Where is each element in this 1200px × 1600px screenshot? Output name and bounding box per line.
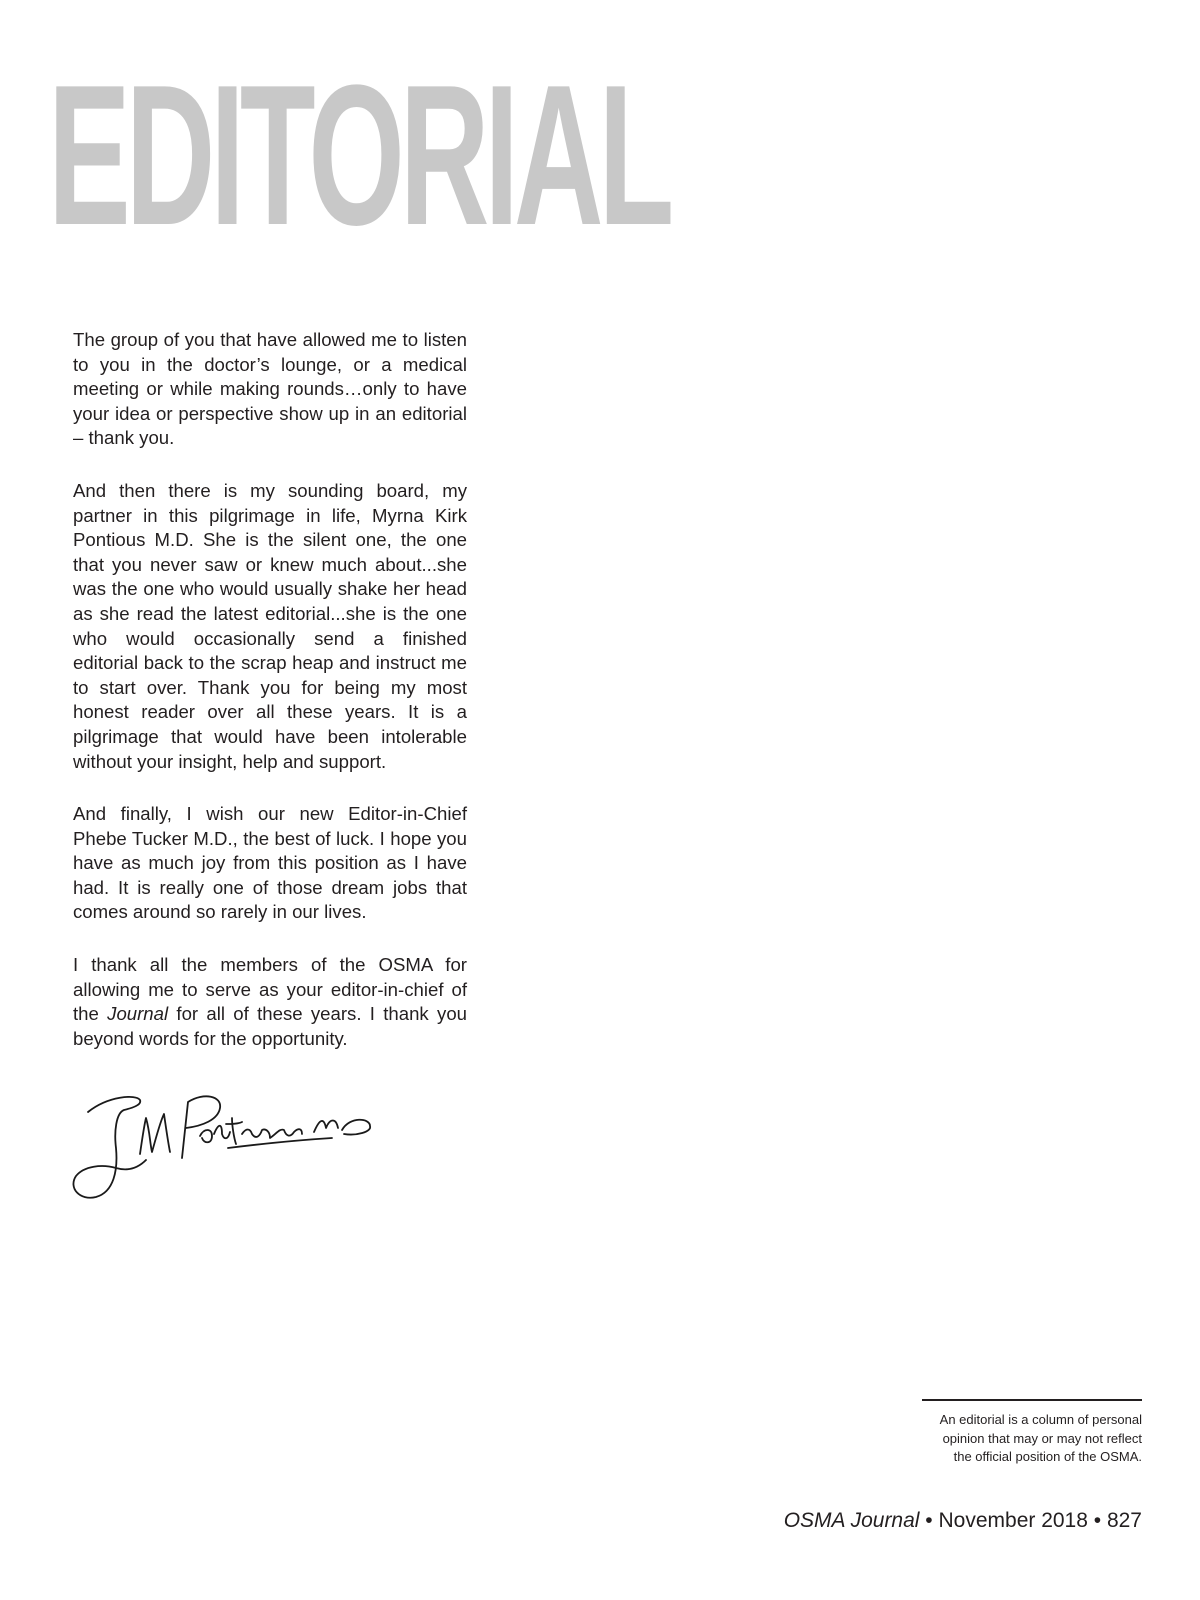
disclaimer-line: the official position of the OSMA.	[953, 1449, 1142, 1464]
closing-text-start: I thank all the members of the OSMA for allowing me to serve as your editor-in-chief of the	[73, 954, 467, 1025]
editorial-body	[73, 328, 467, 1051]
footer-separator: •	[919, 1509, 939, 1532]
closing-paragraph	[73, 953, 467, 1051]
body-paragraph: And finally, I wish our new Editor-in-Chief Phebe Tucker M.D., the best of luck. I hope you have as much joy from this position as I have had. It is really one of those dream jobs that comes around so rarely in our lives.	[73, 803, 467, 923]
signature-image	[70, 1088, 380, 1200]
body-paragraph: And then there is my sounding board, my partner in this pilgrimage in life, Myrna Kirk Pontious M.D. She is the silent one, the one that you never saw or knew much about...she was the one who would usually shake her head as she read the latest editorial...she is the one who would occasionally send a finished editorial back to the scrap heap and instruct me to start over. Thank you for being my most honest reader over all these years. It is a pilgrimage that would have been intolerable without your insight, help and support.	[73, 479, 467, 772]
page-number: 827	[1106, 1509, 1142, 1532]
disclaimer-note	[880, 1411, 1142, 1467]
closing-text-end: for all of these years. I thank you beyond words for the opportunity.	[73, 1003, 467, 1049]
page-footer	[784, 1510, 1142, 1531]
body-paragraph: The group of you that have allowed me to listen to you in the doctor’s lounge, or a medical meeting or while making rounds…only to have your idea or perspective show up in an editorial – thank you.	[73, 329, 467, 449]
masthead-title: EDITORIAL	[48, 44, 670, 267]
journal-name: Journal	[107, 1003, 169, 1025]
issue-date: November 2018	[938, 1509, 1088, 1532]
author-signature	[70, 1088, 380, 1200]
footer-separator: •	[1087, 1509, 1107, 1532]
journal-title: OSMA Journal	[783, 1509, 920, 1532]
disclaimer-line: An editorial is a column of personal	[939, 1412, 1142, 1427]
disclaimer-line: opinion that may or may not reflect	[942, 1430, 1142, 1446]
disclaimer-rule	[922, 1399, 1142, 1401]
